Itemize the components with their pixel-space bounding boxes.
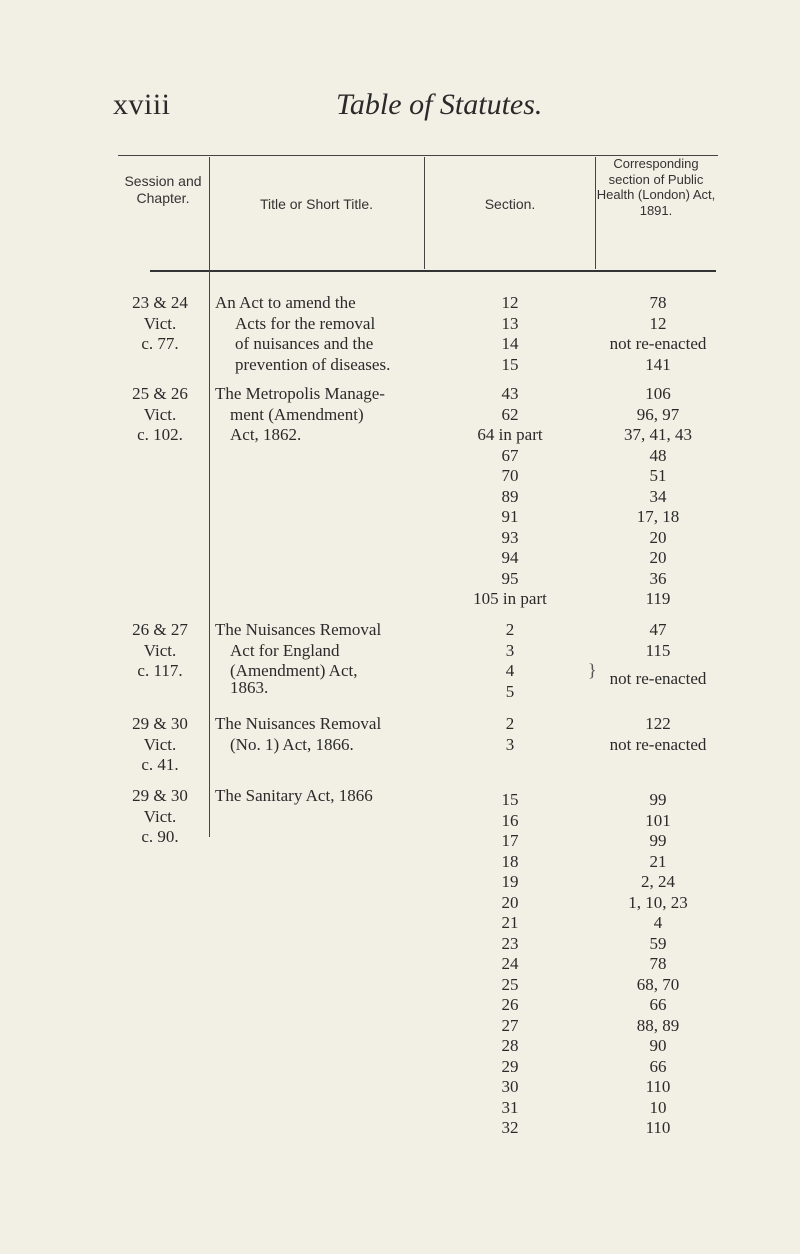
section-value: 93 <box>501 527 519 547</box>
title-line: of nuisances and the <box>235 334 374 353</box>
session-line: 25 & 26 <box>132 384 188 403</box>
corresponding-value: 78 <box>649 293 667 312</box>
corresponding-value: 141 <box>645 354 671 374</box>
title-line: Act, 1862. <box>230 425 302 444</box>
column-header-session: Session and Chapter. <box>124 173 202 206</box>
corresponding-value: 2, 24 <box>641 872 675 891</box>
session-line: c. 117. <box>137 661 183 680</box>
section-value: 14 <box>501 334 519 353</box>
section-value: 62 <box>501 404 519 424</box>
corresponding-value: 66 <box>649 995 667 1014</box>
brace-icon: } <box>588 660 597 680</box>
section-list <box>440 293 580 375</box>
corresponding-value: 88, 89 <box>636 1015 680 1035</box>
corresponding-value: 12 <box>649 313 667 333</box>
corresponding-value: not re-enacted <box>609 334 707 353</box>
section-value: 89 <box>501 486 519 506</box>
session-line: c. 102. <box>137 425 183 444</box>
title-line: The Sanitary Act, 1866 <box>215 786 373 805</box>
section-value: 105 in part <box>473 589 547 608</box>
section-list <box>440 790 580 1139</box>
corresponding-value: 48 <box>649 445 667 465</box>
session-line: 29 & 30 <box>132 714 188 733</box>
section-value: 20 <box>501 892 519 912</box>
corresponding-value: 37, 41, 43 <box>624 425 692 444</box>
section-value: 2 <box>505 714 515 733</box>
section-value: 18 <box>501 851 519 871</box>
section-value: 19 <box>501 872 519 891</box>
session-line: c. 90. <box>141 827 179 846</box>
corresponding-value: 4 <box>653 913 663 932</box>
column-header-title: Title or Short Title. <box>259 196 374 212</box>
section-value: 3 <box>505 640 515 660</box>
section-value: 15 <box>501 790 519 809</box>
corresponding-value: 68, 70 <box>636 974 680 994</box>
corresponding-list <box>598 620 718 690</box>
section-value: 21 <box>501 913 519 932</box>
section-list <box>440 714 580 755</box>
corresponding-list <box>598 790 718 1139</box>
title-line: The Nuisances Removal <box>215 714 382 733</box>
section-value: 29 <box>501 1056 519 1076</box>
title-line: Acts for the removal <box>235 313 376 333</box>
page-number: xviii <box>113 88 171 121</box>
section-value: 4 <box>505 661 515 680</box>
title-line: The Metropolis Manage- <box>215 384 385 403</box>
session-line: Vict. <box>143 404 177 424</box>
section-value: 43 <box>501 384 519 403</box>
corresponding-value: 110 <box>645 1118 671 1137</box>
title-line: prevention of diseases. <box>235 354 391 374</box>
corresponding-list <box>598 384 718 610</box>
corresponding-value: 17, 18 <box>636 507 680 526</box>
corresponding-value: 20 <box>649 548 667 567</box>
session-line: 23 & 24 <box>132 293 188 312</box>
corresponding-value: 34 <box>649 486 667 506</box>
section-value: 3 <box>505 734 515 754</box>
corresponding-value: 59 <box>649 933 667 953</box>
section-list <box>440 620 580 702</box>
statute-title <box>215 293 427 375</box>
title-line: The Nuisances Removal <box>215 620 382 639</box>
session-line: 26 & 27 <box>132 620 188 639</box>
title-line: (Amendment) Act, <box>230 661 358 680</box>
corresponding-value: 66 <box>649 1056 667 1076</box>
corresponding-value: 115 <box>645 640 671 660</box>
session-line: Vict. <box>143 806 177 826</box>
section-value: 32 <box>501 1118 519 1137</box>
section-value: 2 <box>505 620 515 639</box>
section-value: 70 <box>501 466 519 485</box>
statute-title <box>215 620 427 698</box>
corresponding-value: 99 <box>649 831 667 850</box>
section-value: 27 <box>501 1015 519 1035</box>
corresponding-value: not re-enacted <box>609 669 707 688</box>
corresponding-value: 20 <box>649 527 667 547</box>
section-value: 30 <box>501 1077 519 1096</box>
section-value: 13 <box>501 313 519 333</box>
section-value: 64 in part <box>477 425 543 444</box>
corresponding-value: 101 <box>645 810 671 830</box>
title-line: An Act to amend the <box>215 293 356 312</box>
session-line: Vict. <box>143 640 177 660</box>
corresponding-list <box>598 293 718 375</box>
session-line: Vict. <box>143 313 177 333</box>
section-value: 28 <box>501 1036 519 1055</box>
title-line: (No. 1) Act, 1866. <box>230 734 354 754</box>
statute-title <box>215 384 427 446</box>
corresponding-value: 78 <box>649 954 667 973</box>
corresponding-value: 119 <box>645 589 671 608</box>
session-line: c. 77. <box>141 334 179 353</box>
column-divider-2 <box>424 157 425 269</box>
corresponding-list <box>598 714 718 755</box>
corresponding-value: 36 <box>649 568 667 588</box>
corresponding-value: 90 <box>649 1036 667 1055</box>
section-value: 31 <box>501 1097 519 1117</box>
corresponding-value: 21 <box>649 851 667 871</box>
corresponding-value: 99 <box>649 790 667 809</box>
statute-title <box>215 714 427 755</box>
session-line: Vict. <box>143 734 177 754</box>
section-value: 15 <box>501 354 519 374</box>
section-value: 95 <box>501 568 519 588</box>
corresponding-value: 96, 97 <box>636 404 680 424</box>
section-value: 94 <box>501 548 519 567</box>
column-header-section: Section. <box>484 196 536 212</box>
section-value: 25 <box>501 974 519 994</box>
section-value: 23 <box>501 933 519 953</box>
section-value: 67 <box>501 445 519 465</box>
session-line: c. 41. <box>141 755 179 774</box>
header-bottom-rule <box>150 270 716 272</box>
title-line: Act for England <box>230 640 340 660</box>
corresponding-value: 106 <box>645 384 671 403</box>
corresponding-value: 10 <box>649 1097 667 1117</box>
section-value: 12 <box>501 293 519 312</box>
corresponding-value: 47 <box>649 620 667 639</box>
section-value: 91 <box>501 507 519 526</box>
column-header-corresponding: Corresponding section of Public Health (London) Act, 1891. <box>596 156 716 218</box>
corresponding-value: 110 <box>645 1077 671 1096</box>
statute-title <box>215 786 427 807</box>
section-list <box>440 384 580 610</box>
corresponding-value: 122 <box>645 714 671 733</box>
section-value: 26 <box>501 995 519 1014</box>
corresponding-value: 51 <box>649 466 667 485</box>
section-value: 17 <box>501 831 519 850</box>
section-value: 5 <box>505 681 515 701</box>
session-line: 29 & 30 <box>132 786 188 805</box>
corresponding-value: not re-enacted <box>609 734 707 754</box>
title-line: ment (Amendment) <box>230 404 364 424</box>
page-header <box>0 88 800 134</box>
section-value: 24 <box>501 954 519 973</box>
section-value: 16 <box>501 810 519 830</box>
title-line: 1863. <box>230 677 269 697</box>
page-title: Table of Statutes. <box>336 88 543 121</box>
corresponding-value: 1, 10, 23 <box>628 892 688 912</box>
